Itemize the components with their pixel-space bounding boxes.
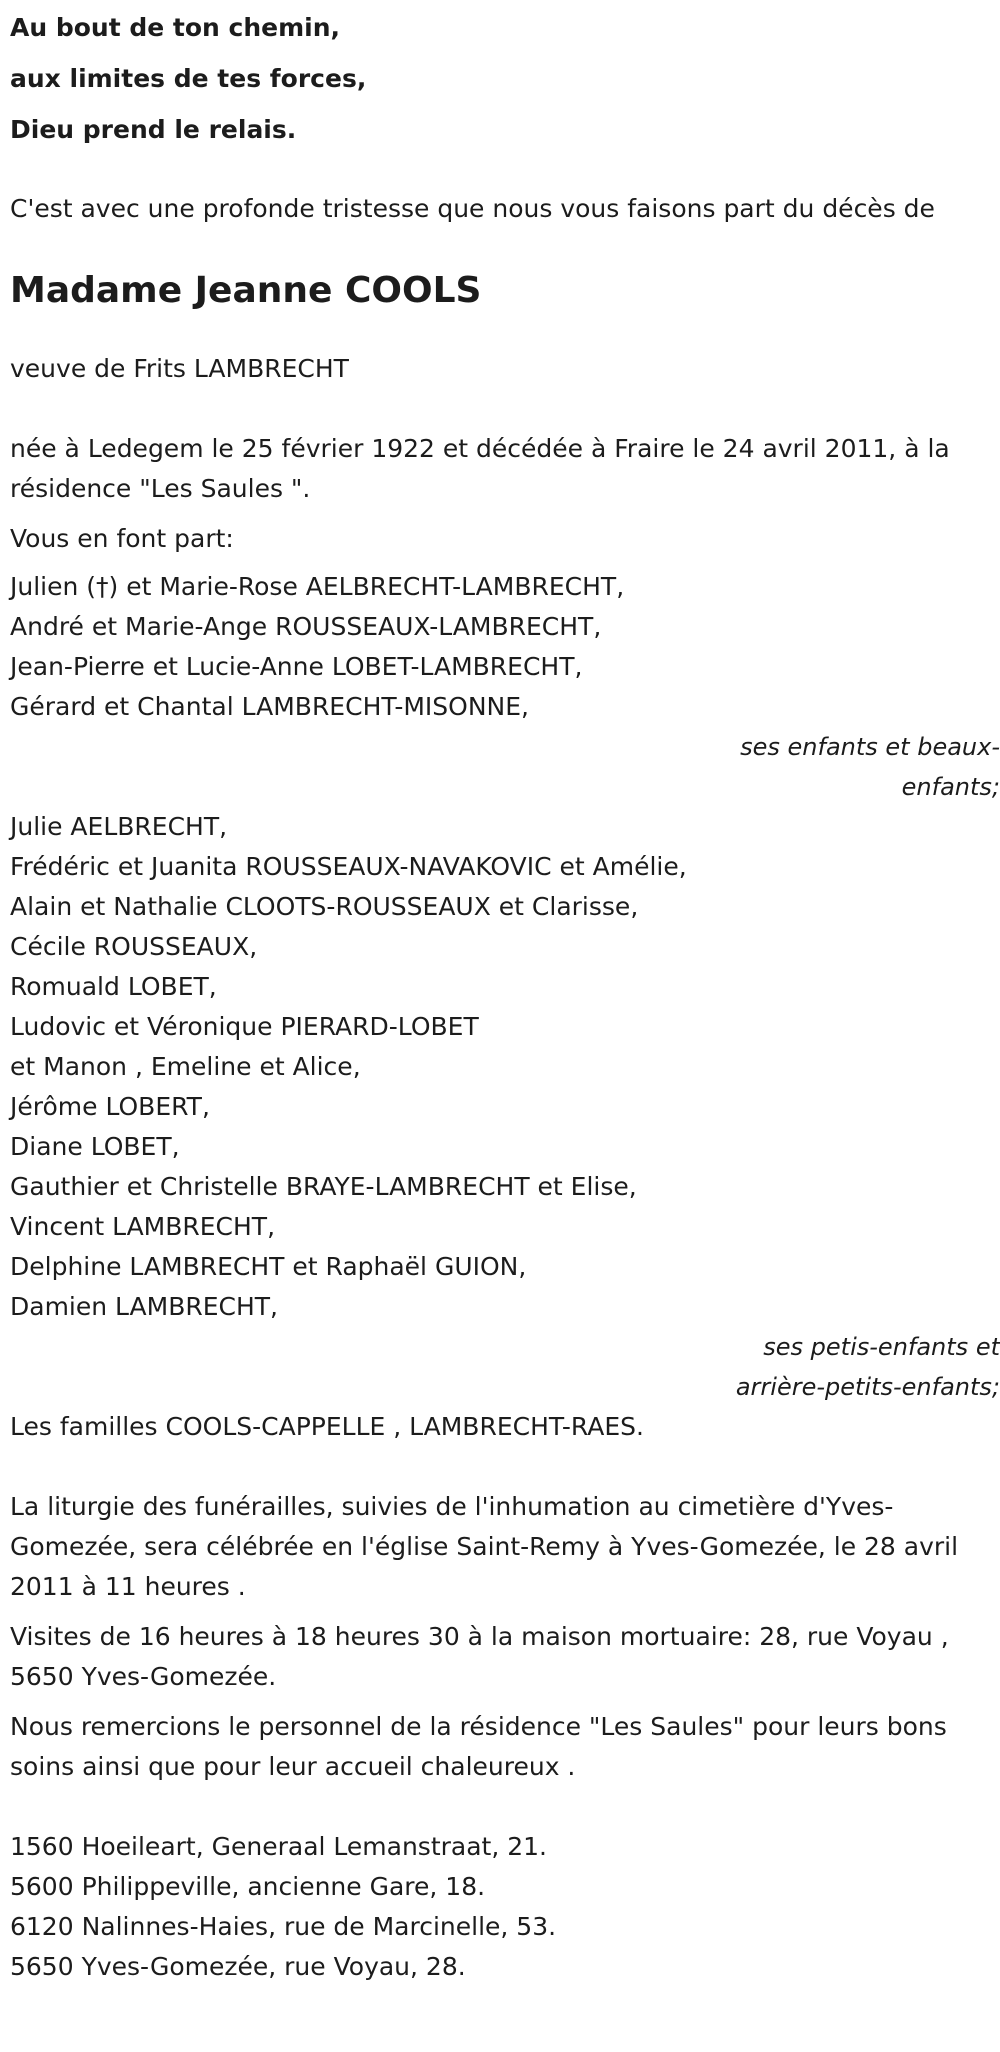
- list-item: Jean-Pierre et Lucie-Anne LOBET-LAMBRECHT,: [10, 652, 583, 681]
- list-item: André et Marie-Ange ROUSSEAUX-LAMBRECHT,: [10, 612, 602, 641]
- list-item: Gauthier et Christelle BRAYE-LAMBRECHT et Elise,: [10, 1172, 637, 1201]
- list-item: Jérôme LOBERT,: [10, 1092, 210, 1121]
- list-item: Romuald LOBET,: [10, 972, 217, 1001]
- birth-death-text: née à Ledegem le 25 février 1922 et décédée à Fraire le 24 avril 2011, à la résidence "Les Saules ".: [10, 434, 950, 503]
- thanks-text: Nous remercions le personnel de la résidence "Les Saules" pour leurs bons soins ainsi que pour leur accueil chaleureux .: [10, 1712, 947, 1781]
- list-item: Delphine LAMBRECHT et Raphaël GUION,: [10, 1252, 527, 1281]
- families-text: Les familles COOLS-CAPPELLE , LAMBRECHT-RAES.: [10, 1412, 644, 1441]
- list-item: Diane LOBET,: [10, 1132, 180, 1161]
- list-item: Vincent LAMBRECHT,: [10, 1212, 276, 1241]
- children-list: [10, 567, 1000, 807]
- deceased-name: Madame Jeanne COOLS: [10, 270, 482, 311]
- grandchildren-list: [10, 807, 1000, 1407]
- verse-line: Au bout de ton chemin,: [10, 13, 341, 42]
- obituary-content: [10, 0, 1000, 1987]
- list-item: Ludovic et Véronique PIERARD-LOBET: [10, 1012, 479, 1041]
- verse-line: Dieu prend le relais.: [10, 115, 297, 144]
- list-item: Alain et Nathalie CLOOTS-ROUSSEAUX et Clarisse,: [10, 892, 639, 921]
- list-item: Cécile ROUSSEAUX,: [10, 932, 258, 961]
- children-relation: ses enfants et beaux-enfants;: [740, 733, 1000, 801]
- widow-of-text: veuve de Frits LAMBRECHT: [10, 354, 349, 383]
- opening-verse: [10, 0, 1000, 155]
- verse-line: aux limites de tes forces,: [10, 64, 367, 93]
- intro-text: C'est avec une profonde tristesse que nous vous faisons part du décès de: [10, 194, 935, 223]
- address-line: 5650 Yves-Gomezée, rue Voyau, 28.: [10, 1952, 466, 1981]
- grandchildren-relation: ses petis-enfants et arrière-petits-enfants;: [735, 1333, 1000, 1401]
- liturgy-text: La liturgie des funérailles, suivies de l'inhumation au cimetière d'Yves-Gomezée, sera célébrée en l'église Saint-Remy à Yves-Gomezée, le 28 avril 2011 à 11 heures .: [10, 1492, 959, 1601]
- address-list: [10, 1827, 1000, 1987]
- list-item: Gérard et Chantal LAMBRECHT-MISONNE,: [10, 692, 529, 721]
- announce-text: Vous en font part:: [10, 524, 234, 553]
- address-line: 6120 Nalinnes-Haies, rue de Marcinelle, 53.: [10, 1912, 557, 1941]
- visits-text: Visites de 16 heures à 18 heures 30 à la maison mortuaire: 28, rue Voyau , 5650 Yves-Gomezée.: [10, 1622, 949, 1691]
- list-item: Frédéric et Juanita ROUSSEAUX-NAVAKOVIC et Amélie,: [10, 852, 687, 881]
- list-item: Damien LAMBRECHT,: [10, 1292, 279, 1321]
- list-item: Julien (†) et Marie-Rose AELBRECHT-LAMBRECHT,: [10, 572, 625, 601]
- list-item: Julie AELBRECHT,: [10, 812, 228, 841]
- address-line: 5600 Philippeville, ancienne Gare, 18.: [10, 1872, 486, 1901]
- address-line: 1560 Hoeileart, Generaal Lemanstraat, 21.: [10, 1832, 547, 1861]
- list-item: et Manon , Emeline et Alice,: [10, 1052, 361, 1081]
